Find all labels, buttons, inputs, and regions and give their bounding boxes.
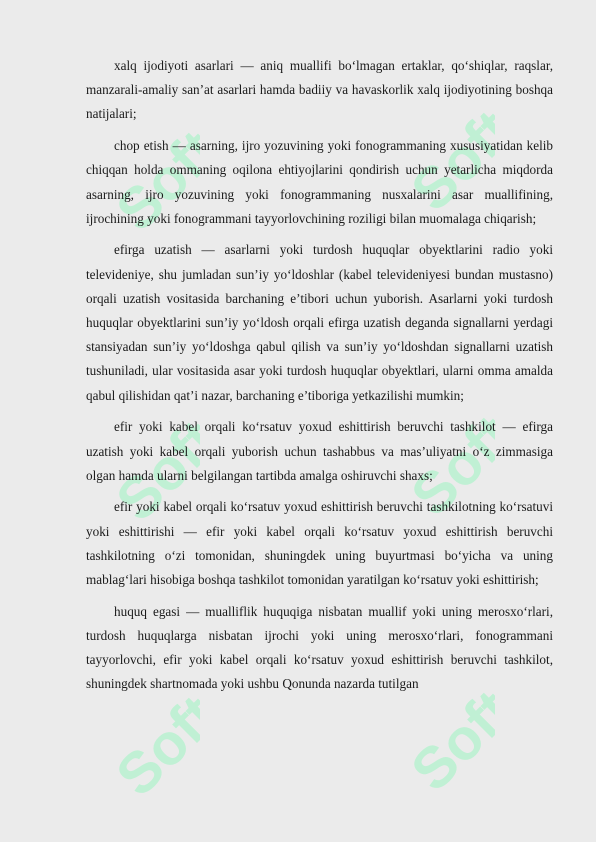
document-body (86, 54, 553, 704)
watermark-text: Soft (398, 677, 495, 790)
watermark-text: Soft (103, 682, 200, 795)
paragraph-chop-etish: chop etish — asarning, ijro yozuvining yoki fonogrammaning xususiyatidan kelib chiqqan holda ommaning oqilona ehtiyojlarini qondirish uchun yetarlicha miqdorda asarning, ijro yozuvining yoki fonogrammaning nusxalarini asar muallifining, ijrochining yoki fonogrammani tayyorlovchining roziligi bilan muomalaga chiqarish; (86, 138, 553, 226)
paragraph-efir-tashkilot: efir yoki kabel orqali koʻrsatuv yoxud eshittirish beruvchi tashkilot — efirga uzatish yoki kabel orqali yuborish uchun tashabbus va mas’uliyatni oʻz zimmasiga olgan hamda ularni belgilangan tartibda amalga oshiruvchi shaxs; (86, 419, 553, 483)
watermark-text: Soft (103, 117, 200, 230)
paragraph-huquq-egasi: huquq egasi — mualliflik huquqiga nisbatan muallif yoki uning merosxoʻrlari, turdosh huquqlarga nisbatan ijrochi yoki uning merosxoʻrlari, fonogrammani tayyorlovchi, efir yoki kabel orqali koʻrsatuv yoxud eshittirish beruvchi tashkilot, shuningdek shartnomada yoki ushbu Qonunda nazarda tutilgan (86, 603, 553, 692)
paragraph-xalq-ijodiyoti: xalq ijodiyoti asarlari — aniq muallifi boʻlmagan ertaklar, qoʻshiqlar, raqslar, manzarali-amaliy san’at asarlari hamda badiiy va havaskorlik xalq ijodiyotining boshqa natijalari; (86, 58, 553, 122)
watermark-text: Soft (398, 402, 495, 515)
watermark-text: Soft (398, 97, 495, 210)
paragraph-korsatuv-eshittirish: efir yoki kabel orqali koʻrsatuv yoxud eshittirish beruvchi tashkilotning koʻrsatuvi yoki eshittirishi — efir yoki kabel orqali koʻrsatuv yoxud eshittirish beruvchi tashkilotning oʻzi tomonidan, shuningdek uning buyurtmasi boʻyicha va uning mablagʻlari hisobiga boshqa tashkilot tomonidan yaratilgan koʻrsatuv yoki eshittirish; (86, 499, 553, 588)
watermark-text: Soft (103, 407, 200, 520)
paragraph-efirga-uzatish: efirga uzatish — asarlarni yoki turdosh huquqlar obyektlarini radio yoki televideniye, shu jumladan sun’iy yoʻldoshlar (kabel televideniyesi bundan mustasno) orqali uzatish vositasida barchaning e’tibori uchun yuborish. Asarlarni yoki turdosh huquqlar obyektlarini sun’iy yoʻldosh orqali efirga uzatish deganda signallarni yerdagi stansiyadan sun’iy yoʻldoshga qabul qilish va sun’iy yoʻldoshdan signallarni uzatish tushuniladi, ular vositasida asar yoki turdosh huquqlar obyektlari, ularni omma amalda qabul qilishidan qat’i nazar, barchaning e’tiboriga yetkazilishi mumkin; (86, 242, 553, 403)
